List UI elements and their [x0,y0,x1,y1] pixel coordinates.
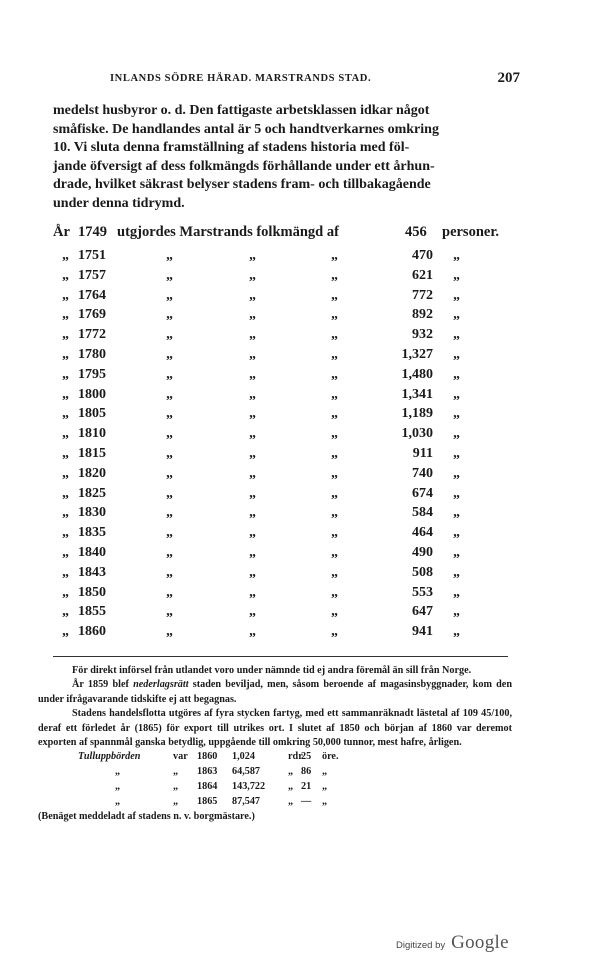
ditto-mark: „ [453,584,460,600]
population-value: 932 [412,327,433,343]
ditto-mark: „ [166,327,173,343]
ditto-mark: „ [453,564,460,580]
population-value: 1,189 [401,406,433,422]
ditto-mark: „ [166,485,173,501]
ditto-mark: „ [331,426,338,442]
table-row [0,585,592,605]
ditto-mark: „ [249,426,256,442]
table-row [0,426,592,446]
ditto-mark: „ [453,485,460,501]
ditto-mark: „ [166,406,173,422]
population-value: 464 [412,525,433,541]
customs-row [38,750,512,765]
customs-connector: „ [173,766,179,778]
customs-row [38,795,512,810]
population-value: 490 [412,544,433,560]
year-cell: 1800 [78,386,106,402]
ditto-mark: „ [453,248,460,263]
population-value: 740 [412,465,433,481]
footnote-nederlag-b: staden beviljad, men, såsom beroende af magasinsbyggnader, kom den under ifrågavarande tidskifte ej att begagnas. [38,679,512,705]
customs-unit: rdr [288,751,303,763]
population-value: 647 [412,604,433,620]
customs-year: 1860 [197,751,218,763]
running-header [110,70,520,90]
table-row [0,446,592,466]
table-row [0,248,592,268]
ditto-mark: „ [249,366,256,382]
customs-row [38,765,512,780]
ditto-mark: „ [166,624,173,640]
ditto-mark: „ [331,505,338,521]
ditto-mark: „ [453,366,460,382]
year-cell: 1757 [78,267,106,283]
year-cell: 1825 [78,485,106,501]
ditto-mark: „ [453,426,460,442]
year-cell: 1840 [78,544,106,560]
customs-connector: var [173,751,188,763]
ditto-mark: „ [453,465,460,481]
ditto-mark: „ [249,287,256,303]
table-row [0,604,592,624]
ditto-mark: „ [62,248,69,263]
ditto-mark: „ [453,406,460,422]
footnote-fleet: Stadens handelsflotta utgöres af fyra stycken fartyg, med ett sammanräknadt lästetal af 109 45/100, deraf ett förledet år (1865) för export till utrikes ort. I slutet af 1850 och början af 1860 var deremot exporten af spannmål ganska betydlig, uppgående till omkring 50,000 tunnor, mest hafre, årligen. [38,708,512,749]
ditto-mark: „ [331,544,338,560]
ditto-mark: „ [62,584,69,600]
year-cell: 1810 [78,426,106,442]
population-value: 674 [412,485,433,501]
ditto-mark: „ [166,307,173,323]
ditto-mark: „ [62,604,69,620]
ditto-mark: „ [453,544,460,560]
ditto-mark: „ [453,604,460,620]
ditto-mark: „ [166,346,173,362]
body-line: drade, hvilket säkrast belyser stadens fram- och tillbakagående [53,177,431,193]
population-table [0,248,592,644]
population-value: 892 [412,307,433,323]
ditto-mark: „ [249,604,256,620]
ditto-mark: „ [166,366,173,382]
ditto-mark: „ [62,544,69,560]
ditto-mark: „ [453,267,460,283]
ditto-mark: „ [249,386,256,402]
table-row [0,347,592,367]
ditto-mark: „ [166,248,173,263]
customs-ore: 25 [301,751,312,763]
footnote-import: För direkt införsel från utlandet voro under nämnde tid ej andra föremål än sill från Norge. [72,665,472,676]
ditto-mark: „ [249,624,256,640]
ditto-mark: „ [249,327,256,343]
ditto-mark: „ [249,505,256,521]
ditto-mark: „ [166,564,173,580]
ditto-mark: „ [115,766,121,778]
customs-amount: 87,547 [232,796,261,808]
table-row [0,486,592,506]
ditto-mark: „ [166,386,173,402]
body-line: småfiske. De handlandes antal är 5 och handtverkarnes omkring [53,121,439,137]
year-cell: 1780 [78,346,106,362]
ditto-mark: „ [62,564,69,580]
ditto-mark: „ [453,505,460,521]
table-row [0,624,592,644]
ditto-mark: „ [453,346,460,362]
footnote-nederlag-a: År 1859 blef [72,679,134,691]
year-cell: 1764 [78,287,106,303]
ditto-mark: „ [166,426,173,442]
ditto-mark: „ [331,604,338,620]
body-paragraph [53,102,508,214]
ditto-mark: „ [62,465,69,481]
ditto-mark: „ [62,346,69,362]
year-cell: 1820 [78,465,106,481]
customs-year: 1863 [197,766,218,778]
ditto-mark: „ [115,796,121,808]
footnote-divider [53,656,508,657]
table-row [0,288,592,308]
ditto-mark: „ [453,287,460,303]
ditto-mark: „ [331,406,338,422]
ditto-mark: „ [453,525,460,541]
ditto-mark: „ [331,584,338,600]
population-value: 941 [412,624,433,640]
footnotes [38,664,512,825]
table-row [0,387,592,407]
table-row [0,505,592,525]
year-cell: 1751 [78,248,106,263]
ditto-mark: „ [249,346,256,362]
customs-ore: — [301,796,312,808]
year-cell: 1772 [78,327,106,343]
ditto-mark: „ [166,505,173,521]
table-row [0,268,592,288]
ditto-mark: „ [166,465,173,481]
ditto-mark: „ [62,406,69,422]
ditto-mark: „ [62,267,69,283]
body-line: under denna tidrymd. [53,195,185,211]
ditto-mark: „ [331,346,338,362]
ditto-mark: „ [453,327,460,343]
ditto-mark: „ [62,327,69,343]
footnote-nederlag-term: nederlagsrätt [133,679,189,691]
ditto-mark: „ [331,485,338,501]
customs-ore-unit: öre. [322,751,339,763]
ditto-mark: „ [115,781,121,793]
ditto-mark: „ [453,386,460,402]
customs-year: 1865 [197,796,218,808]
ditto-mark: „ [249,445,256,461]
ditto-mark: „ [249,525,256,541]
body-line: 10. Vi sluta denna framställning af stadens historia med föl- [53,140,410,156]
ditto-mark: „ [249,465,256,481]
watermark-brand: Google [451,932,509,953]
ditto-mark: „ [331,287,338,303]
running-title: INLANDS SÖDRE HÄRAD. MARSTRANDS STAD. [110,73,372,84]
intro-value: 456 [405,224,427,240]
table-row [0,525,592,545]
customs-label: Tulluppbörden [78,751,141,763]
ditto-mark: „ [166,445,173,461]
ditto-mark: „ [62,287,69,303]
year-cell: 1860 [78,624,106,640]
table-row [0,367,592,387]
ditto-mark: „ [62,307,69,323]
ditto-mark: „ [249,544,256,560]
ditto-mark: „ [62,426,69,442]
ditto-mark: „ [166,584,173,600]
table-row [0,466,592,486]
ditto-mark: „ [331,307,338,323]
table-row [0,327,592,347]
year-cell: 1769 [78,307,106,323]
table-row [0,565,592,585]
ditto-mark: „ [62,445,69,461]
ditto-mark: „ [62,505,69,521]
ditto-mark: „ [453,624,460,640]
ditto-mark: „ [166,604,173,620]
intro-year: 1749 [78,224,107,240]
ditto-mark: „ [249,248,256,263]
ditto-mark: „ [166,267,173,283]
year-cell: 1815 [78,445,106,461]
ditto-mark: „ [166,544,173,560]
ditto-mark: „ [331,564,338,580]
ditto-mark: „ [331,624,338,640]
ditto-mark: „ [62,366,69,382]
year-cell: 1855 [78,604,106,620]
ditto-mark: „ [62,525,69,541]
customs-ore: 86 [301,766,312,778]
customs-ore: 21 [301,781,312,793]
ditto-mark: „ [331,525,338,541]
ditto-mark: „ [249,307,256,323]
customs-ore-unit: „ [322,766,328,778]
ditto-mark: „ [331,386,338,402]
ditto-mark: „ [249,406,256,422]
customs-amount: 1,024 [232,751,255,763]
customs-ore-unit: „ [322,781,328,793]
intro-text: utgjordes Marstrands folkmängd af [117,224,339,240]
page-number: 207 [497,70,520,86]
year-cell: 1830 [78,505,106,521]
population-value: 470 [412,248,433,263]
body-line: medelst husbyror o. d. Den fattigaste arbetsklassen idkar något [53,103,430,118]
ditto-mark: „ [62,624,69,640]
customs-ore-unit: „ [322,796,328,808]
year-cell: 1850 [78,584,106,600]
population-value: 1,480 [401,366,433,382]
ditto-mark: „ [453,307,460,323]
customs-table [38,750,512,810]
watermark-prefix: Digitized by [396,940,446,951]
population-value: 553 [412,584,433,600]
population-value: 1,341 [401,386,433,402]
ditto-mark: „ [331,327,338,343]
table-row [0,307,592,327]
ditto-mark: „ [166,287,173,303]
population-value: 911 [412,445,433,461]
customs-connector: „ [173,796,179,808]
customs-row [38,780,512,795]
intro-unit: personer. [442,224,500,240]
population-value: 584 [412,505,433,521]
customs-unit: „ [288,796,294,808]
customs-year: 1864 [197,781,218,793]
population-value: 1,327 [401,346,433,362]
year-cell: 1795 [78,366,106,382]
population-value: 508 [412,564,433,580]
ditto-mark: „ [331,248,338,263]
table-row [0,406,592,426]
customs-unit: „ [288,781,294,793]
customs-connector: „ [173,781,179,793]
ditto-mark: „ [249,485,256,501]
ditto-mark: „ [249,584,256,600]
ditto-mark: „ [166,525,173,541]
footnote-source: (Benäget meddeladt af stadens n. v. borgmästare.) [38,811,255,823]
footnote-nederlag [38,678,512,707]
table-row [0,545,592,565]
customs-amount: 64,587 [232,766,261,778]
ditto-mark: „ [62,386,69,402]
ditto-mark: „ [249,267,256,283]
ditto-mark: „ [331,465,338,481]
year-cell: 1835 [78,525,106,541]
population-value: 621 [412,267,433,283]
ditto-mark: „ [331,445,338,461]
year-cell: 1843 [78,564,106,580]
population-table-intro [53,224,513,244]
ditto-mark: „ [62,485,69,501]
population-value: 1,030 [401,426,433,442]
ditto-mark: „ [249,564,256,580]
digitized-watermark [396,932,509,954]
customs-amount: 143,722 [232,781,266,793]
body-line: jande öfversigt af dess folkmängds förhållande under ett århun- [53,158,435,174]
ditto-mark: „ [331,366,338,382]
year-cell: 1805 [78,406,106,422]
customs-unit: „ [288,766,294,778]
intro-year-label: År [53,224,70,240]
ditto-mark: „ [453,445,460,461]
population-value: 772 [412,287,433,303]
ditto-mark: „ [331,267,338,283]
